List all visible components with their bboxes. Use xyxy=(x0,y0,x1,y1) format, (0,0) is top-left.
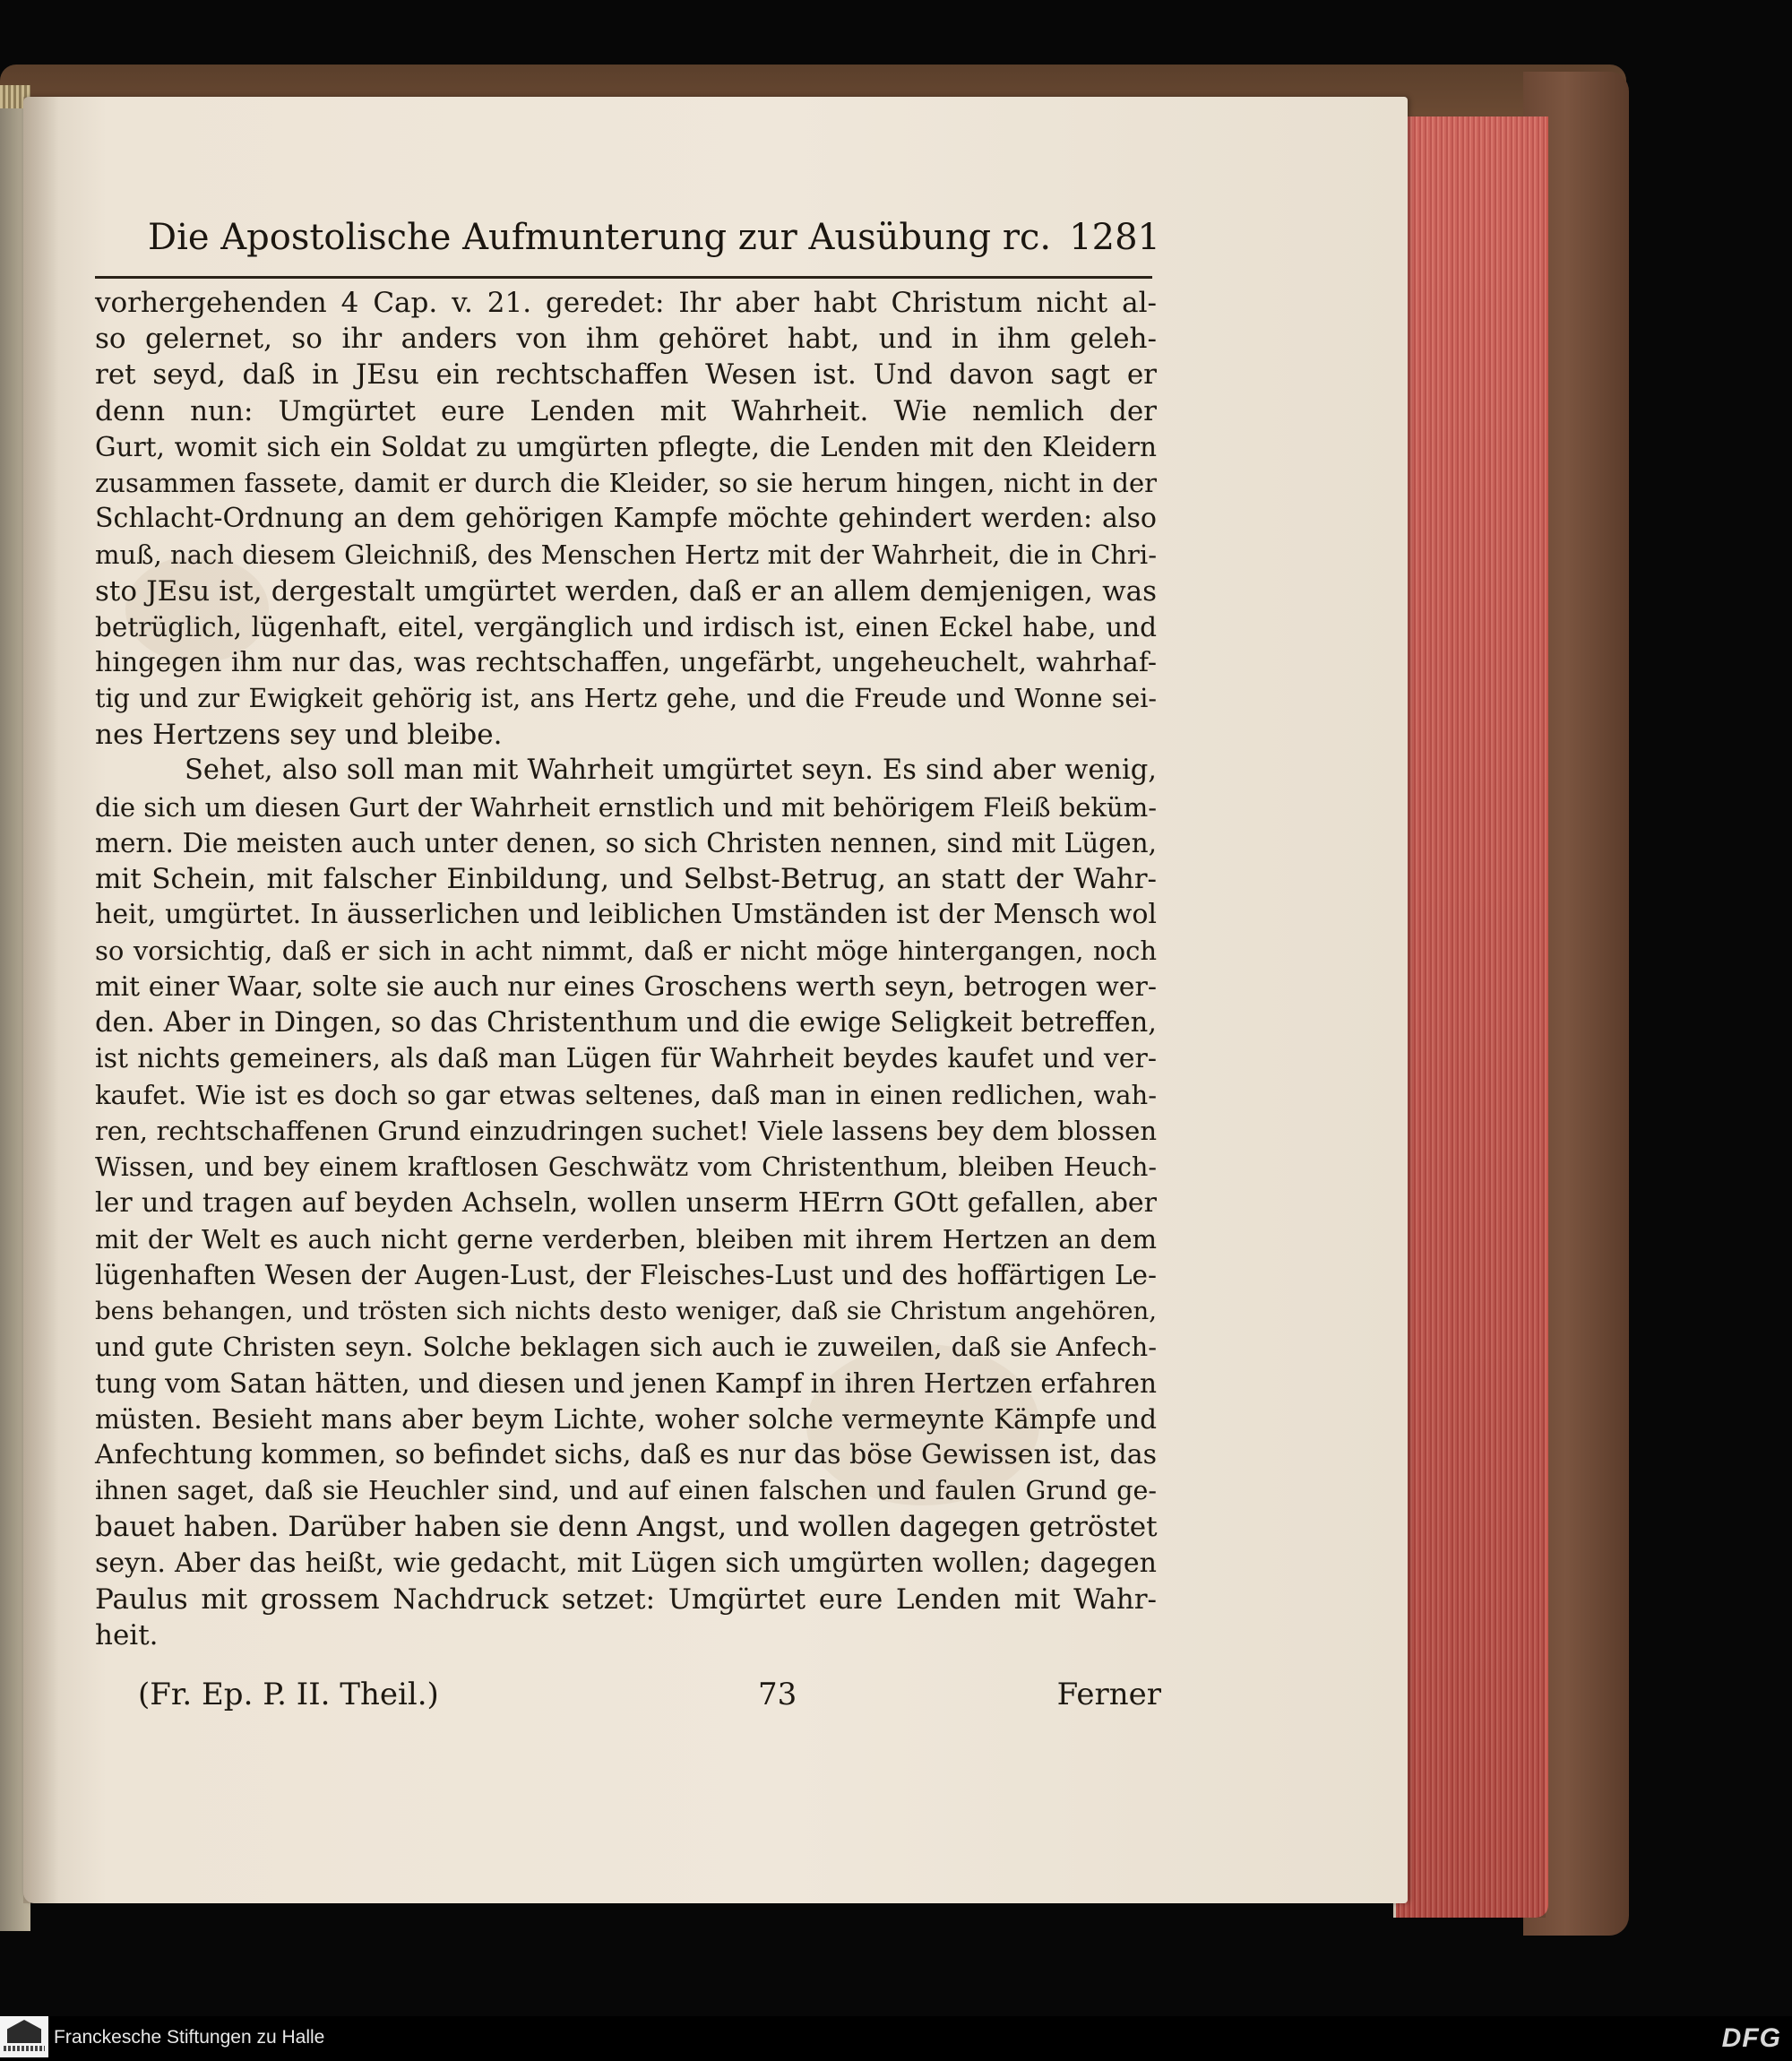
text-line: mern. Die meisten auch unter denen, so sich Christen nennen, sind mit Lügen, xyxy=(95,827,1157,858)
text-line: betrüglich, lügenhaft, eitel, vergänglich und irdisch ist, einen Eckel habe, und xyxy=(95,611,1157,642)
text-line: tig und zur Ewigkeit gehörig ist, ans Hertz gehe, und die Freude und Wonne sei- xyxy=(95,684,1157,714)
text-line: ren, rechtschaffenen Grund einzudringen suchet! Viele lassens bey dem blossen xyxy=(95,1116,1157,1147)
text-line: tung vom Satan hätten, und diesen und jenen Kampf in ihren Hertzen erfahren xyxy=(95,1367,1157,1399)
text-line: nes Hertzens sey und bleibe. xyxy=(95,719,503,752)
dfg-logo: DFG xyxy=(1721,2023,1781,2053)
text-line: den. Aber in Dingen, so das Christenthum und die ewige Seligkeit betreffen, xyxy=(95,1006,1157,1039)
text-line: kaufet. Wie ist es doch so gar etwas seltenes, daß man in einen redlichen, wah- xyxy=(95,1080,1157,1111)
text-line: lügenhaften Wesen der Augen-Lust, der Fleisches-Lust und des hoffärtigen Le- xyxy=(95,1260,1157,1291)
text-line: ihnen saget, daß sie Heuchler sind, und auf einen falschen und faulen Grund ge- xyxy=(95,1476,1157,1506)
logo-sub xyxy=(4,2046,45,2051)
text-line: mit der Welt es auch nicht gerne verderben, bleiben mit ihrem Hertzen an dem xyxy=(95,1223,1157,1255)
text-line: sto JEsu ist, dergestalt umgürtet werden, daß er an allem demjenigen, was xyxy=(95,574,1157,608)
footer-volume-note: (Fr. Ep. P. II. Theil.) xyxy=(138,1677,439,1712)
text-line: heit. xyxy=(95,1618,159,1651)
text-line: heit, umgürtet. In äusserlichen und leiblichen Umständen ist der Mensch wol xyxy=(95,899,1157,931)
text-line: Wissen, und bey einem kraftlosen Geschwätz vom Christenthum, bleiben Heuch- xyxy=(95,1151,1157,1182)
running-head-title: Die Apostolische Aufmunterung zur Ausübung rc. xyxy=(148,217,1052,258)
page-footer xyxy=(95,1674,1161,1715)
text-line: zusammen fassete, damit er durch die Kleider, so sie herum hingen, nicht in der xyxy=(95,467,1157,498)
text-line: mit Schein, mit falscher Einbildung, und Selbst-Betrug, an statt der Wahr- xyxy=(95,863,1157,895)
text-line: mit einer Waar, solte sie auch nur eines Groschens werth seyn, betrogen wer- xyxy=(95,970,1157,1003)
catchword: Ferner xyxy=(1056,1677,1161,1712)
text-line: Gurt, womit sich ein Soldat zu umgürten pflegte, die Lenden mit den Kleidern xyxy=(95,431,1157,462)
text-line: ret seyd, daß in JEsu ein rechtschaffen Wesen ist. Und davon sagt er xyxy=(95,358,1157,392)
page-number: 1281 xyxy=(1069,217,1160,258)
signature-mark: 73 xyxy=(758,1677,797,1712)
institution-logo-icon xyxy=(0,2016,48,2057)
text-line: bens behangen, und trösten sich nichts desto weniger, daß sie Christum angehören, xyxy=(95,1297,1157,1326)
logo-mark xyxy=(7,2020,41,2043)
institution-name: Franckesche Stiftungen zu Halle xyxy=(54,2027,325,2048)
text-line: denn nun: Umgürtet eure Lenden mit Wahrheit. Wie nemlich der xyxy=(95,394,1157,427)
text-line: Sehet, also soll man mit Wahrheit umgürtet seyn. Es sind aber wenig, xyxy=(185,755,1157,787)
text-line: hingegen ihm nur das, was rechtschaffen, ungefärbt, ungeheuchelt, wahrhaf- xyxy=(95,646,1157,678)
running-head xyxy=(148,206,1160,269)
text-line: Anfechtung kommen, so befindet sichs, daß es nur das böse Gewissen ist, das xyxy=(95,1439,1157,1470)
text-line: Paulus mit grossem Nachdruck setzet: Umgürtet eure Lenden mit Wahr- xyxy=(95,1582,1157,1616)
viewer-footer-bar xyxy=(0,2016,1792,2061)
text-line: die sich um diesen Gurt der Wahrheit ernstlich und mit behörigem Fleiß beküm- xyxy=(95,791,1157,823)
text-line: seyn. Aber das heißt, wie gedacht, mit Lügen sich umgürten wollen; dagegen xyxy=(95,1547,1157,1579)
text-line: müsten. Besieht mans aber beym Lichte, woher solche vermeynte Kämpfe und xyxy=(95,1403,1157,1435)
body-text xyxy=(95,285,1157,1653)
text-line: so vorsichtig, daß er sich in acht nimmt, daß er nicht möge hintergangen, noch xyxy=(95,936,1157,967)
page-gutter-shadow xyxy=(23,97,59,1903)
text-line: Schlacht-Ordnung an dem gehörigen Kampfe möchte gehindert werden: also xyxy=(95,503,1157,535)
header-rule xyxy=(95,276,1152,279)
text-line: bauet haben. Darüber haben sie denn Angst, und wollen dagegen getröstet xyxy=(95,1511,1158,1544)
page-edge-shade xyxy=(1393,116,1546,1918)
text-line: so gelernet, so ihr anders von ihm gehöret habt, und in ihm geleh- xyxy=(95,323,1157,356)
text-line: vorhergehenden 4 Cap. v. 21. geredet: Ihr aber habt Christum nicht al- xyxy=(95,287,1157,319)
text-line: und gute Christen seyn. Solche beklagen sich auch ie zuweilen, daß sie Anfech- xyxy=(95,1332,1157,1363)
text-line: ler und tragen auf beyden Achseln, wollen unserm HErrn GOtt gefallen, aber xyxy=(95,1186,1157,1219)
text-line: muß, nach diesem Gleichniß, des Menschen Hertz mit der Wahrheit, die in Chri- xyxy=(95,539,1157,571)
text-line: ist nichts gemeiners, als daß man Lügen für Wahrheit beydes kaufet und ver- xyxy=(95,1042,1157,1074)
